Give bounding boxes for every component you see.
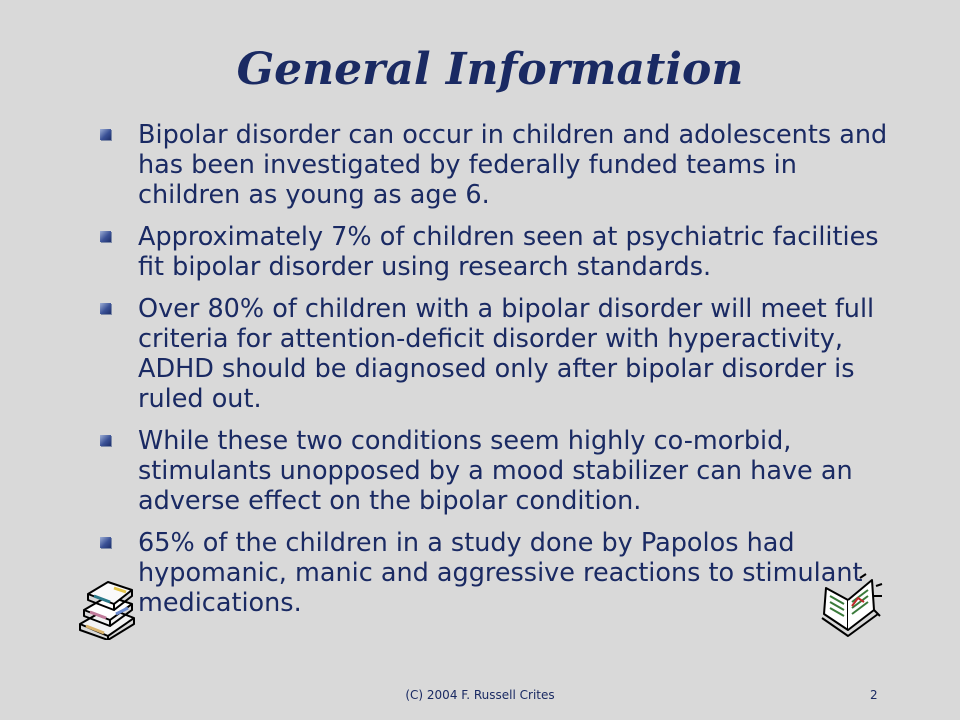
bullet-item [100, 426, 900, 516]
page-number: 2 [870, 688, 878, 702]
bullet-text: Bipolar disorder can occur in children and adolescents and has been investigated by federally funded teams in children as young as age 6. [138, 120, 888, 210]
footer-credit: (C) 2004 F. Russell Crites [405, 688, 555, 702]
book-stack-icon [74, 574, 140, 640]
bullet-square-icon [100, 303, 111, 314]
bullet-text: While these two conditions seem highly co-morbid, stimulants unopposed by a mood stabilizer can have an adverse effect on the bipolar condition. [138, 426, 853, 516]
bullet-square-icon [100, 231, 111, 242]
bullet-item [100, 528, 900, 618]
bullet-square-icon [100, 435, 111, 446]
bullet-text: Over 80% of children with a bipolar disorder will meet full criteria for attention-deficit disorder with hyperactivity, ADHD should be diagnosed only after bipolar disorder is ruled out. [138, 294, 875, 414]
bullet-square-icon [100, 129, 111, 140]
bullet-text: Approximately 7% of children seen at psychiatric facilities fit bipolar disorder using research standards. [138, 222, 879, 282]
bullet-item [100, 222, 900, 282]
slide-title: General Information [236, 44, 744, 95]
bullet-item [100, 294, 900, 414]
bullet-square-icon [100, 537, 111, 548]
open-book-icon [818, 572, 888, 642]
bullet-list [100, 120, 900, 630]
bullet-item [100, 120, 900, 210]
bullet-text: 65% of the children in a study done by Papolos had hypomanic, manic and aggressive reactions to stimulant medications. [138, 528, 863, 618]
